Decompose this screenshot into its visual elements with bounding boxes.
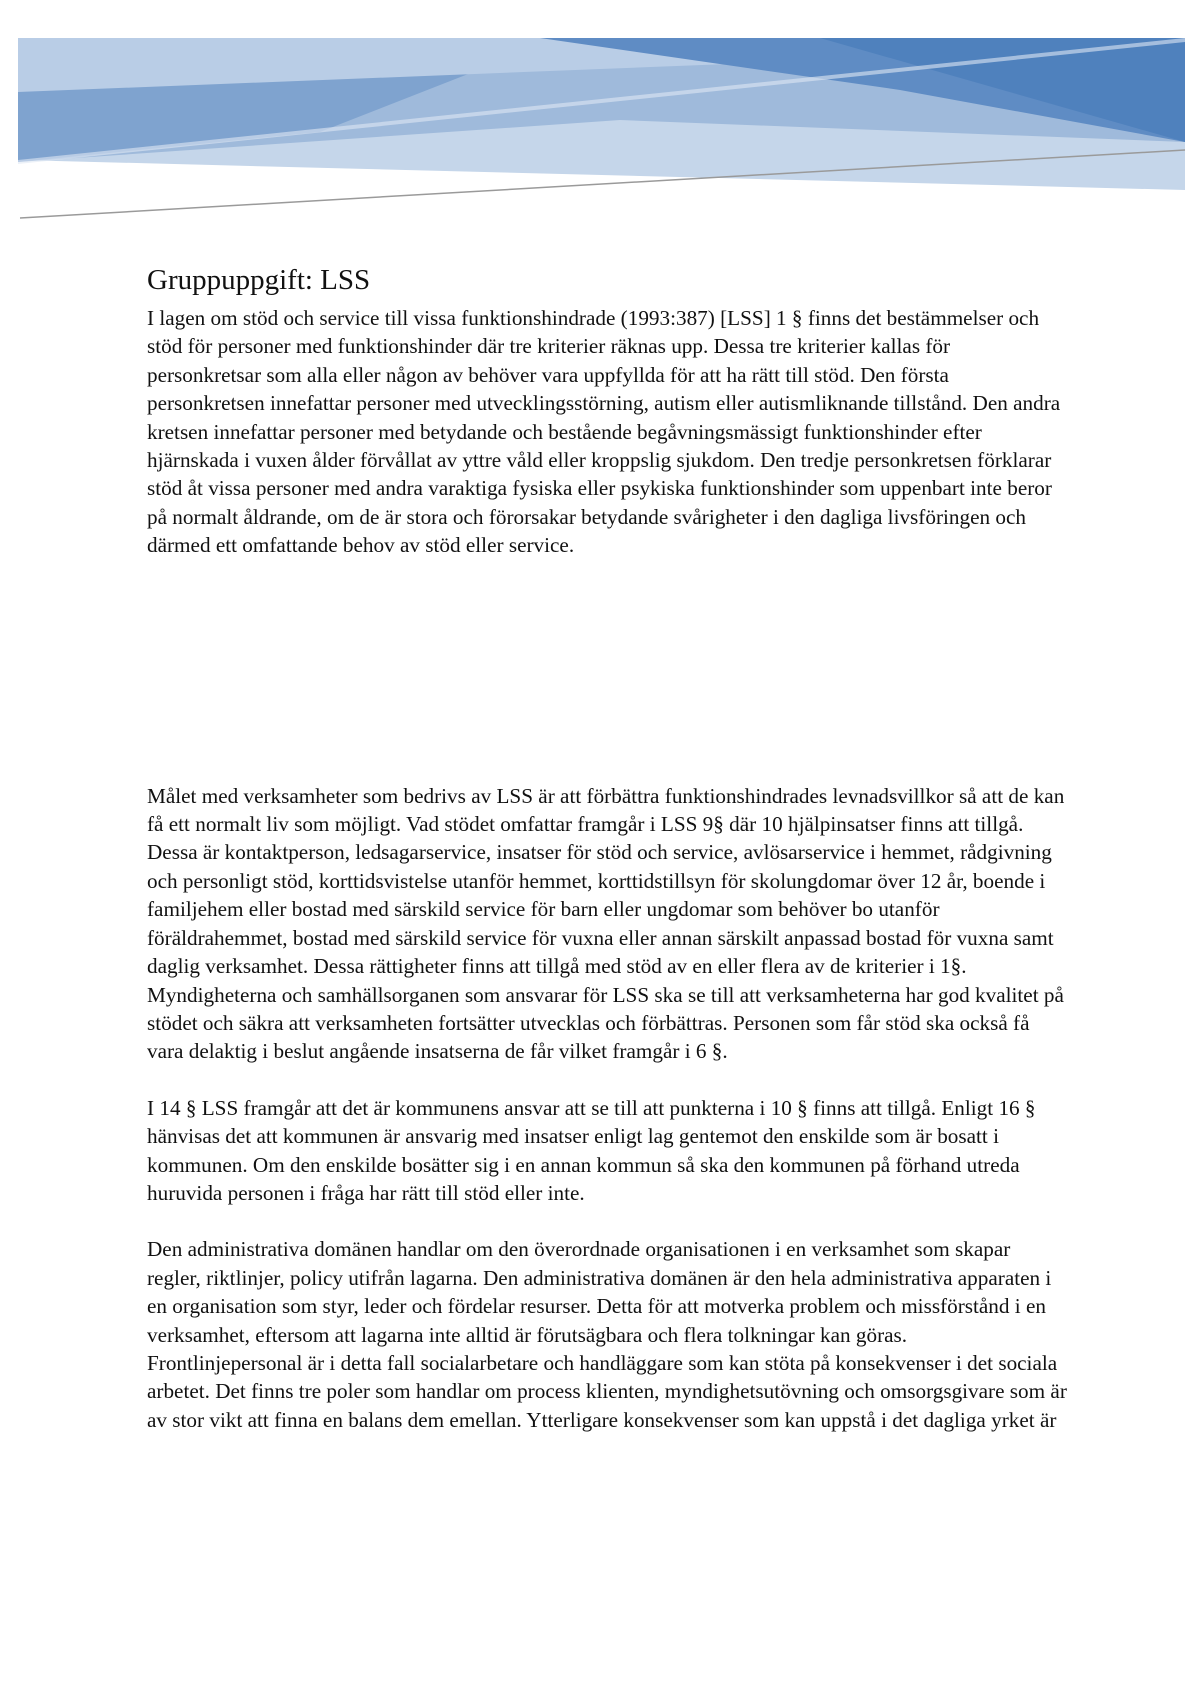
vertical-gap	[147, 560, 1067, 782]
paragraph-spacer	[147, 1207, 1067, 1235]
header-banner	[0, 0, 1200, 240]
paragraph-personkretsar: I lagen om stöd och service till vissa funktionshindrade (1993:387) [LSS] 1 § finns det bestämmelser och stöd för personer med funktionshinder där tre kriterier räknas upp. Dessa tre kriterier kallas för personkretsar som alla eller någon av behöver vara uppfyllda för att ha rätt till stöd. Den första personkretsen innefattar personer med utvecklingsstörning, autism eller autismliknande tillstånd. Den andra kretsen innefattar personer med betydande och bestående begåvningsmässigt funktionshinder efter hjärnskada i vuxen ålder förvållat av yttre våld eller kroppslig sjukdom. Den tredje personkretsen förklarar stöd åt vissa personer med andra varaktiga fysiska eller psykiska funktionshinder som uppenbart inte beror på normalt åldrande, om de är stora och förorsakar betydande svårigheter i den dagliga livsföringen och därmed ett omfattande behov av stöd eller service.	[147, 306, 1061, 558]
paragraph-malet: Målet med verksamheter som bedrivs av LSS är att förbättra funktionshindrades levnadsvillkor så att de kan få ett normalt liv som möjligt. Vad stödet omfattar framgår i LSS 9§ där 10 hjälpinsatser finns att tillgå. Dessa är kontaktperson, ledsagarservice, insatser för stöd och service, avlösarservice i hemmet, rådgivning och personligt stöd, korttidsvistelse utanför hemmet, korttidstillsyn för skolungdomar över 12 år, boende i familjehem eller bostad med särskild service för barn eller ungdomar som behöver bo utanför föräldrahemmet, bostad med särskild service för vuxna eller annan särskilt anpassad bostad för vuxna samt daglig verksamhet. Dessa rättigheter finns att tillgå med stöd av en eller flera av de kriterier i 1§. Myndigheterna och samhällsorganen som ansvarar för LSS ska se till att verksamheterna har god kvalitet på stödet och säkra att verksamheten fortsätter utvecklas och förbättras. Personen som får stöd ska också få vara delaktig i beslut angående insatserna de får vilket framgår i 6 §.	[147, 783, 1065, 1064]
paragraph-spacer	[147, 1066, 1067, 1094]
paragraph-administrativa-domanen: Den administrativa domänen handlar om den överordnade organisationen i en verksamhet som skapar regler, riktlinjer, policy utifrån lagarna. Den administrativa domänen är den hela administrativa apparaten i en organisation som styr, leder och fördelar resurser. Detta för att motverka problem och missförstånd i en verksamhet, eftersom att lagarna inte alltid är förutsägbara och flera tolkningar kan göras. Frontlinjepersonal är i detta fall socialarbetare och handläggare som kan stöta på konsekvenser i det sociala arbetet. Det finns tre poler som handlar om process klienten, myndighetsutövning och omsorgsgivare som är av stor vikt att finna en balans dem emellan. Ytterligare konsekvenser som kan uppstå i det dagliga yrket är	[147, 1237, 1067, 1432]
paragraph-kommunens-ansvar: I 14 § LSS framgår att det är kommunens ansvar att se till att punkterna i 10 § finns att tillgå. Enligt 16 § hänvisas det att kommunen är ansvarig med insatser enligt lag gentemot den enskilde som är bosatt i kommunen. Om den enskilde bosätter sig i en annan kommun så ska den kommunen på förhand utreda huruvida personen i fråga har rätt till stöd eller inte.	[147, 1095, 1036, 1205]
document-title: Gruppuppgift: LSS	[147, 264, 371, 296]
document-body	[147, 262, 1067, 1434]
